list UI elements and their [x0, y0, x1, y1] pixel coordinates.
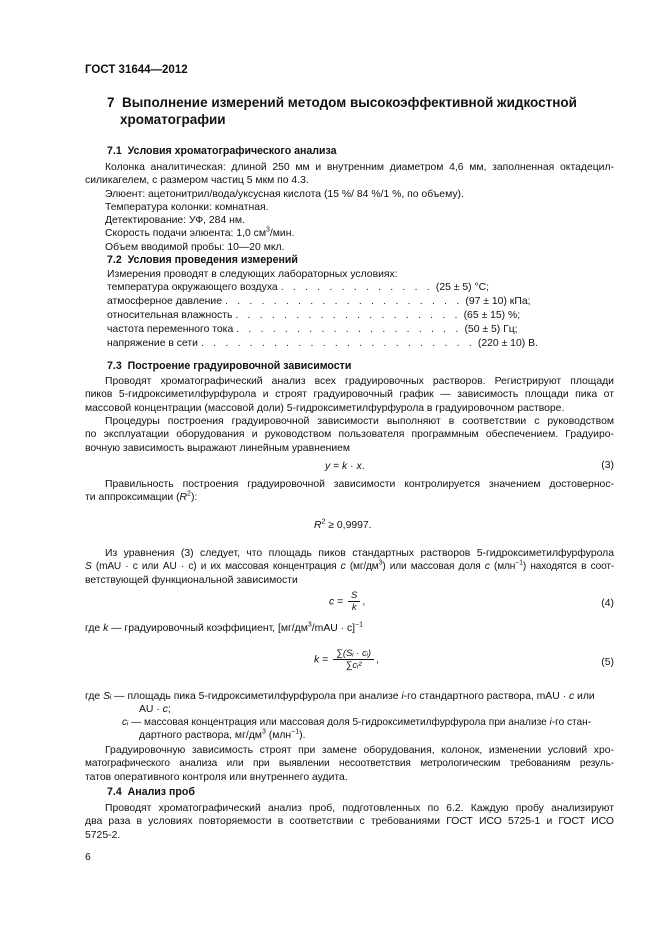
subsection-title: Условия хроматографического анализа — [127, 145, 337, 157]
column-line-1: Колонка аналитическая: длиной 250 мм и внутренним диаметром 4,6 мм, заполненная октадецил- — [105, 162, 614, 173]
r-squared-criterion: $R^2 \ge 0,9997$. — [314, 518, 372, 531]
section-7-number: 7 — [107, 95, 115, 110]
section-7-heading — [107, 94, 577, 111]
conditions-7-1 — [85, 161, 614, 254]
subsection-number: 7.4 — [107, 786, 122, 798]
subsection-number: 7.3 — [107, 360, 122, 372]
paragraph-functional-dependence: Из уравнения (3) следует, что площадь пиков стандартных растворов 5-гидроксиметилфурфурола S (mAU · c или AU · c) и их массовая концентрация c $(мг/дм^3)$ или массовая доля c (млн$^{-1}$) находятся в соот- ветствующей функциональной зависимости — [85, 548, 615, 586]
definition-c-line1: cᵢ — массовая концентрация или массовая доля 5-гидроксиметилфурфурола при анализе i-го стан- — [122, 717, 592, 728]
standard-header: ГОСТ 31644—2012 — [85, 64, 188, 76]
paragraph-approximation: Правильность построения градуировочной зависимости контролируется значением достовернос- ти аппроксимации $(R^2)$: — [85, 479, 614, 504]
subsection-number: 7.2 — [107, 254, 122, 266]
flow-rate-line: Скорость подачи элюента: 1,0 $см^3$/мин. — [105, 227, 295, 240]
paragraph-calibration-2: Процедуры построения градуировочной зависимости выполняют в соответствии с руководством по эксплуатации оборудования и руководством пользователя программным обеспечением. Градуиро- вочную зависимость выражают линейным уравнением — [85, 416, 614, 454]
section-7-title-line2: хроматографии — [120, 112, 226, 127]
definition-c-line2: дартного раствора, $мг/дм^3$ (млн$^{-1}$). — [139, 728, 306, 741]
column-line-2: силикагелем, с размером частиц 5 мкм по 4.3. — [85, 175, 309, 187]
subsection-number: 7.1 — [107, 145, 122, 157]
paragraph-sample-analysis: Проводят хроматографический анализ проб, подготовленных по 6.2. Каждую пробу анализируют два раза в условиях повторяемости в соответствии с требованиями ГОСТ ИСО 5725-1 и ГОСТ ИСО 5725-2. — [85, 803, 614, 841]
equation-4: c = $\frac{S}{k}$ , — [329, 590, 366, 613]
condition-voltage: напряжение в сети . . . . . . . . . . . . . . . . . . . . . . . (220 ± 10) В. — [107, 338, 538, 349]
injection-line: Объем вводимой пробы: 10—20 мкл. — [105, 241, 285, 253]
definition-s-line2: AU · c; — [139, 704, 171, 715]
equation-3-number: (3) — [601, 460, 614, 471]
condition-humidity: относительная влажность . . . . . . . . . . . . . . . . . . . (65 ± 15) %; — [107, 310, 521, 321]
equation-4-number: (4) — [601, 598, 614, 609]
equation-5: k = $\frac{\text{∑(Sᵢ · cᵢ)}}{\text{∑cᵢ²}}$ , — [314, 648, 379, 671]
subsection-title: Построение градуировочной зависимости — [127, 360, 352, 372]
equation-3: y = k · x. — [325, 461, 365, 472]
page-number: 6 — [85, 852, 91, 863]
subsection-title: Анализ проб — [127, 786, 195, 798]
paragraph-recalibration: Градуировочную зависимость строят при замене оборудования, колонок, изменении условий хро- матографического анализа или при выявлении несоответствия метрологическим требованиям резуль- татов оперативного контроля или внутреннего аудита. — [85, 745, 614, 783]
subsection-7-4-heading — [107, 786, 195, 798]
eluent-line: Элюент: ацетонитрил/вода/уксусная кислота (15 %/ 84 %/1 %, по объему). — [105, 188, 464, 200]
subsection-7-2-heading — [107, 254, 298, 266]
condition-temperature: температура окружающего воздуха . . . . . . . . . . . . . (25 ± 5) °С; — [107, 282, 490, 293]
paragraph-calibration-1: Проводят хроматографический анализ всех градуировочных растворов. Регистрируют площади пиков 5-гидроксиметилфурфурола и строят градуировочный график — зависимость площади пика от массовой концентрации (массовой доли) 5-гидроксиметилфурфурола в градуировочном растворе. — [85, 376, 614, 414]
detection-line: Детектирование: УФ, 284 нм. — [105, 215, 245, 227]
where-k-definition: где k — градуировочный коэффициент, [$мг/дм^3$/mAU · $с]^{-1}$ — [85, 621, 364, 634]
section-7-title-line1: Выполнение измерений методом высокоэффективной жидкостной — [122, 95, 577, 110]
column-temp-line: Температура колонки: комнатная. — [105, 201, 269, 213]
definition-s-line1: где Sᵢ — площадь пика 5-гидроксиметилфурфурола при анализе i-го стандартного раствора, mAU · c или — [85, 691, 595, 702]
condition-pressure: атмосферное давление . . . . . . . . . . . . . . . . . . . . (97 ± 10) кПа; — [107, 296, 531, 307]
subsection-title: Условия проведения измерений — [127, 254, 298, 266]
condition-frequency: частота переменного тока . . . . . . . . . . . . . . . . . . . (50 ± 5) Гц; — [107, 324, 518, 335]
subsection-7-3-heading — [107, 360, 351, 372]
lab-conditions-intro: Измерения проводят в следующих лабораторных условиях: — [107, 269, 398, 280]
subsection-7-1-heading — [107, 145, 337, 157]
equation-5-number: (5) — [601, 657, 614, 668]
